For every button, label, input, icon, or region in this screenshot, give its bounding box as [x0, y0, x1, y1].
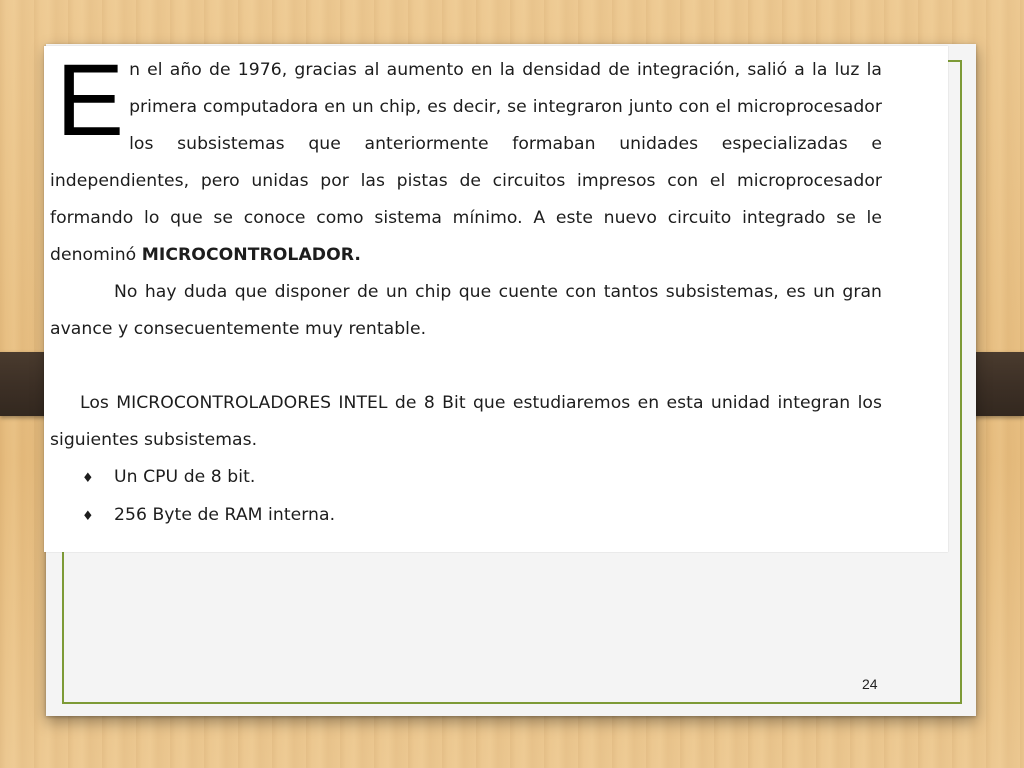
page-number: 24	[862, 676, 878, 692]
document-body	[50, 43, 882, 535]
list-item-text: 256 Byte de RAM interna.	[114, 505, 336, 525]
blank-line	[50, 348, 882, 385]
diamond-bullet-icon: ♦	[82, 471, 94, 486]
subsystem-list	[50, 459, 882, 535]
paragraph-intro	[50, 43, 882, 274]
paragraph-intro-text: n el año de 1976, gracias al aumento en la densidad de integración, salió a la luz la primera computadora en un chip, es decir, se integraron junto con el microprocesador los subsistemas que anteriormente formaban unidades especializadas e independientes, pero unidas por las pistas de circuitos impresos con el microprocesador formando lo que se conoce como sistema mínimo. A este nuevo circuito integrado se le denominó	[50, 60, 882, 265]
drop-cap: E	[56, 43, 125, 157]
microcontrolador-term: MICROCONTROLADOR.	[141, 245, 361, 265]
list-item-text: Un CPU de 8 bit.	[114, 467, 256, 487]
list-item	[50, 459, 882, 497]
list-item	[50, 497, 882, 535]
paragraph-subsystems: Los MICROCONTROLADORES INTEL de 8 Bit que estudiaremos en esta unidad integran los siguientes subsistemas.	[50, 393, 882, 450]
paragraph-advantage: No hay duda que disponer de un chip que cuente con tantos subsistemas, es un gran avance y consecuentemente muy rentable.	[50, 282, 882, 339]
diamond-bullet-icon: ♦	[82, 509, 94, 524]
